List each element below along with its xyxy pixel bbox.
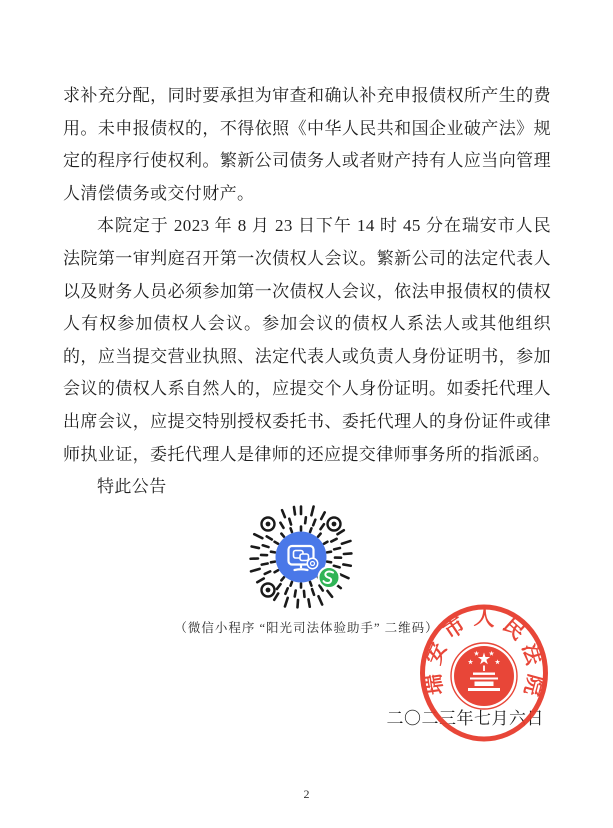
qr-caption: （微信小程序 “阳光司法体验助手” 二维码）	[174, 621, 439, 635]
qr-eye-top-left	[262, 518, 275, 531]
national-emblem-icon	[451, 643, 517, 709]
document-date: 二〇二三年七月六日	[386, 709, 544, 728]
qr-eye-top-right	[328, 518, 341, 531]
wechat-miniprogram-qr-icon	[248, 504, 354, 610]
qr-eye-bottom-left	[262, 584, 275, 597]
announcement-body	[63, 80, 551, 504]
wechat-logo-icon	[319, 567, 340, 588]
court-seal-stamp	[416, 602, 552, 744]
page-number: 2	[303, 787, 310, 801]
paragraph-meeting-notice: 本院定于 2023 年 8 月 23 日下午 14 时 45 分在瑞安市人民法院第一审判庭召开第一次债权人会议。繁新公司的法定代表人以及财务人员必须参加第一次债权人会议，依法申报债权的债权人有权参加债权人会议。参加会议的债权人系法人或其他组织的，应当提交营业执照、法定代表人或负责人身份证明书，参加会议的债权人系自然人的，应提交个人身份证明。如委托代理人出席会议，应提交特别授权委托书、委托代理人的身份证件或律师执业证，委托代理人是律师的还应提交律师事务所的指派函。	[63, 216, 551, 464]
paragraph-continuation: 求补充分配，同时要承担为审查和确认补充申报债权所产生的费用。未申报债权的，不得依照《中华人民共和国企业破产法》规定的程序行使权利。繁新公司债务人或者财产持有人应当向管理人清偿债务或交付财产。	[63, 86, 551, 203]
paragraph-closing: 特此公告	[97, 477, 167, 497]
seal-text: 瑞安市人民法院	[419, 605, 549, 705]
